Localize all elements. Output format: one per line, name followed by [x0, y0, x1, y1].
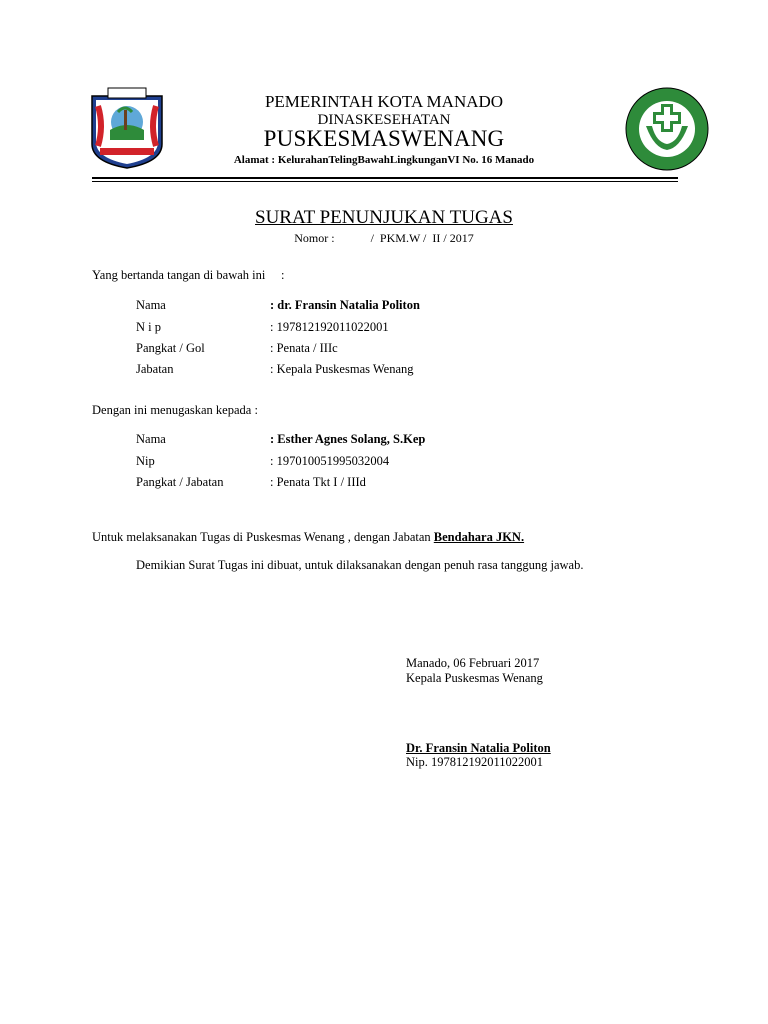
- signer-label-jabatan: Jabatan: [136, 362, 174, 376]
- sign-name: Dr. Fransin Natalia Politon: [406, 741, 551, 755]
- signer-value-nip: : 197812192011022001: [270, 320, 389, 334]
- assignee-value-nip: : 197010051995032004: [270, 454, 390, 468]
- assignee-label-nip: Nip: [136, 454, 155, 468]
- task-paragraph: [92, 530, 524, 545]
- intro-signer: Yang bertanda tangan di bawah ini :: [92, 268, 285, 282]
- signer-value-jabatan: : Kepala Puskesmas Wenang: [270, 362, 414, 376]
- signer-label-nip: N i p: [136, 320, 161, 334]
- header-puskesmas: PUSKESMASWENANG: [263, 126, 505, 151]
- letter-number: Nomor : / PKM.W / II / 2017: [294, 231, 474, 245]
- header-rule-thin: [92, 181, 678, 182]
- intro-assignee: Dengan ini menugaskan kepada :: [92, 403, 258, 417]
- assignee-label-nama: Nama: [136, 432, 166, 446]
- task-role: Bendahara JKN.: [433, 530, 525, 544]
- assignee-label-pangkat: Pangkat / Jabatan: [136, 475, 224, 489]
- assignee-value-nama: : Esther Agnes Solang, S.Kep: [270, 432, 426, 446]
- header-government: PEMERINTAH KOTA MANADO: [264, 92, 504, 111]
- signer-label-pangkat: Pangkat / Gol: [136, 341, 205, 355]
- sign-position: Kepala Puskesmas Wenang: [406, 671, 543, 685]
- header-department: DINASKESEHATAN: [317, 112, 451, 128]
- closing-paragraph: Demikian Surat Tugas ini dibuat, untuk dilaksanakan dengan penuh rasa tanggung jawab.: [136, 558, 584, 572]
- sign-nip: Nip. 197812192011022001: [406, 755, 544, 769]
- sign-place-date: Manado, 06 Februari 2017: [406, 656, 540, 670]
- task-text: Untuk melaksanakan Tugas di Puskesmas Wenang , dengan Jabatan: [92, 530, 434, 544]
- signer-label-nama: Nama: [136, 298, 166, 312]
- header-rule-thick: [92, 177, 678, 179]
- assignee-value-pangkat: : Penata Tkt I / IIId: [270, 475, 366, 489]
- signer-value-nama: : dr. Fransin Natalia Politon: [270, 298, 420, 312]
- letter-title: [0, 207, 768, 229]
- signer-value-pangkat: : Penata / IIIc: [270, 341, 338, 355]
- header-address: Alamat : KelurahanTelingBawahLingkunganVI No. 16 Manado: [233, 154, 535, 166]
- letter-title-text: SURAT PENUNJUKAN TUGAS: [255, 207, 513, 228]
